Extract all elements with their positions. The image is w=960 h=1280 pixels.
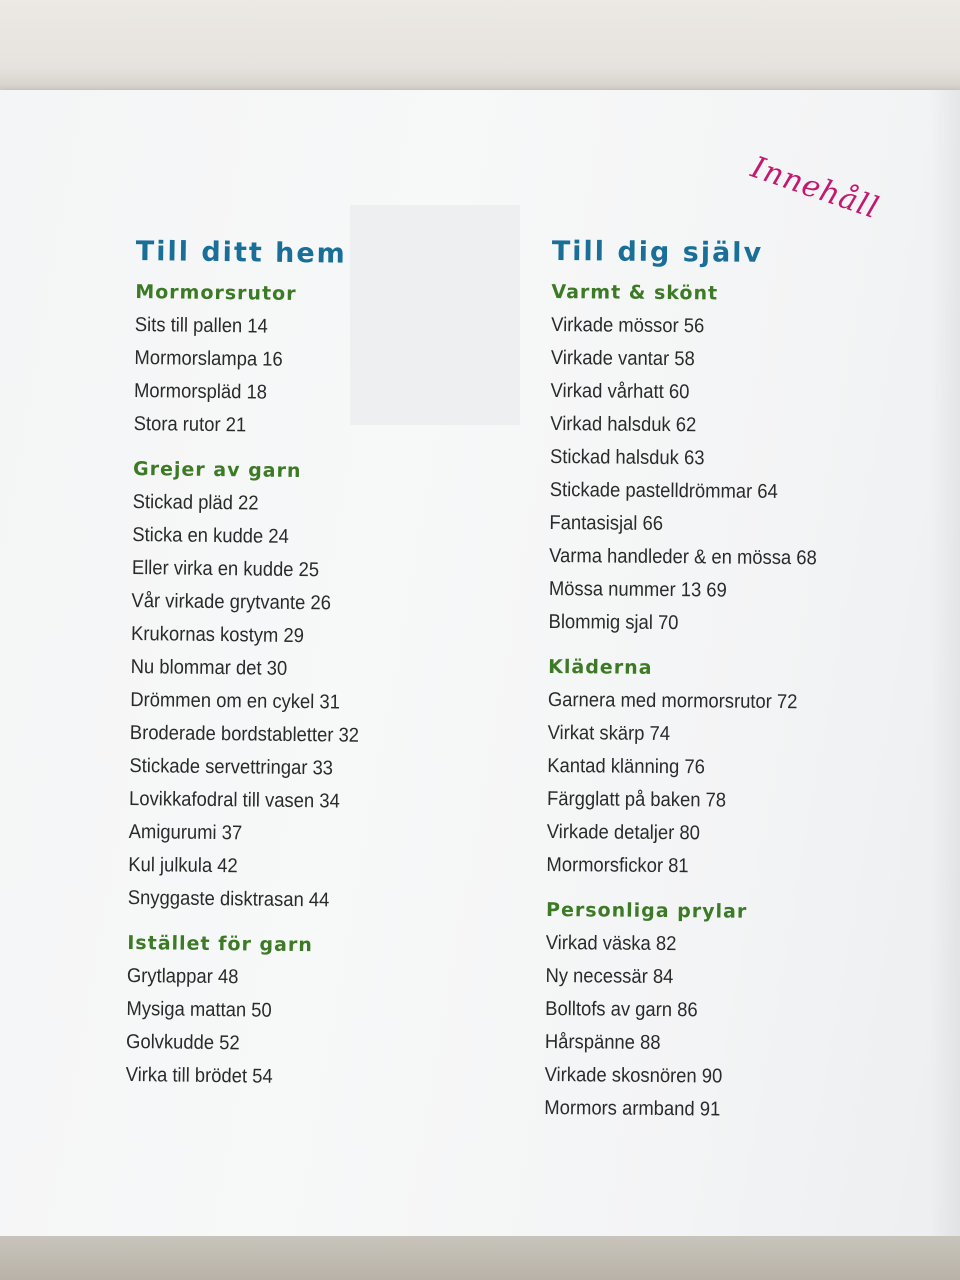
- page-fold-shadow: [930, 90, 960, 1240]
- page-title: Innehåll: [746, 150, 884, 227]
- toc-entry: Virkad vårhatt 60: [550, 379, 690, 404]
- toc-entry: Krukornas kostym 29: [130, 622, 305, 648]
- toc-entry: Mormors armband 91: [544, 1096, 721, 1121]
- toc-entry: Stickade pastelldrömmar 64: [549, 478, 778, 503]
- toc-entry: Drömmen om en cykel 31: [130, 688, 341, 714]
- toc-entry: Nu blommar det 30: [130, 655, 288, 680]
- toc-entry: Snyggaste disktrasan 44: [127, 886, 330, 912]
- section-heading: Kläderna: [548, 655, 653, 679]
- toc-column-right: [544, 232, 843, 1140]
- toc-section: [128, 453, 383, 918]
- toc-entry: Broderade bordstabletter 32: [129, 721, 360, 747]
- toc-entry: Kantad klänning 76: [547, 754, 705, 779]
- toc-entry: Sticka en kudde 24: [132, 523, 289, 548]
- toc-entry: Varma handleder & en mössa 68: [549, 544, 817, 570]
- toc-entry: Vår virkade grytvante 26: [131, 589, 332, 615]
- toc-entry: Virkat skärp 74: [547, 721, 671, 746]
- section-heading: Istället för garn: [127, 931, 313, 957]
- column-heading: Till ditt hem: [135, 235, 347, 270]
- toc-section: [125, 927, 376, 1095]
- toc-entry: Lovikkafodral till vasen 34: [128, 787, 340, 813]
- toc-entry: Hårspänne 88: [544, 1030, 661, 1054]
- toc-entry: Blommig sjal 70: [548, 610, 679, 635]
- section-heading: Grejer av garn: [132, 457, 302, 483]
- toc-entry: Stora rutor 21: [133, 412, 247, 437]
- section-heading: Personliga prylar: [545, 898, 748, 923]
- toc-entry: Golvkudde 52: [125, 1030, 240, 1055]
- toc-entry: Bolltofs av garn 86: [545, 997, 698, 1022]
- toc-entry: Stickade servettringar 33: [129, 754, 334, 780]
- toc-section: [546, 651, 839, 885]
- toc-entry: Fantasisjal 66: [549, 511, 664, 535]
- column-heading: Till dig själv: [551, 235, 764, 269]
- background-surface: [0, 0, 960, 96]
- toc-entry: Mössa nummer 13 69: [548, 577, 727, 602]
- toc-entry: Ny necessär 84: [545, 964, 674, 989]
- toc-entry: Eller virka en kudde 25: [131, 556, 320, 582]
- toc-column-left: [125, 232, 385, 1107]
- toc-entry: Virkad halsduk 62: [550, 412, 697, 437]
- toc-section: [548, 276, 842, 642]
- toc-entry: Mormorsfickor 81: [546, 853, 689, 878]
- toc-entry: Virkad väska 82: [545, 931, 677, 956]
- toc-entry: Sits till pallen 14: [134, 313, 268, 338]
- toc-entry: Stickad halsduk 63: [549, 445, 705, 470]
- toc-entry: Färgglatt på baken 78: [546, 787, 727, 812]
- toc-entry: Amigurumi 37: [128, 820, 243, 845]
- toc-entry: Mormorslampa 16: [134, 346, 283, 371]
- toc-entry: Virka till brödet 54: [125, 1063, 273, 1088]
- toc-entry: Virkade detaljer 80: [546, 820, 700, 845]
- toc-entry: Kul julkula 42: [128, 853, 238, 878]
- toc-entry: Mormorspläd 18: [133, 379, 268, 404]
- toc-section: [544, 894, 837, 1128]
- toc-section: [133, 276, 384, 444]
- table-surface: [0, 1236, 960, 1280]
- toc-entry: Mysiga mattan 50: [126, 997, 272, 1022]
- toc-entry: Garnera med mormorsrutor 72: [547, 688, 798, 714]
- toc-entry: Virkade vantar 58: [550, 346, 695, 371]
- toc-entry: Stickad pläd 22: [132, 490, 259, 515]
- toc-entry: Virkade mössor 56: [551, 313, 705, 338]
- toc-entry: Virkade skosnören 90: [544, 1063, 723, 1088]
- toc-entry: Grytlappar 48: [126, 964, 239, 989]
- section-heading: Varmt & skönt: [551, 280, 719, 305]
- section-heading: Mormorsrutor: [135, 280, 297, 305]
